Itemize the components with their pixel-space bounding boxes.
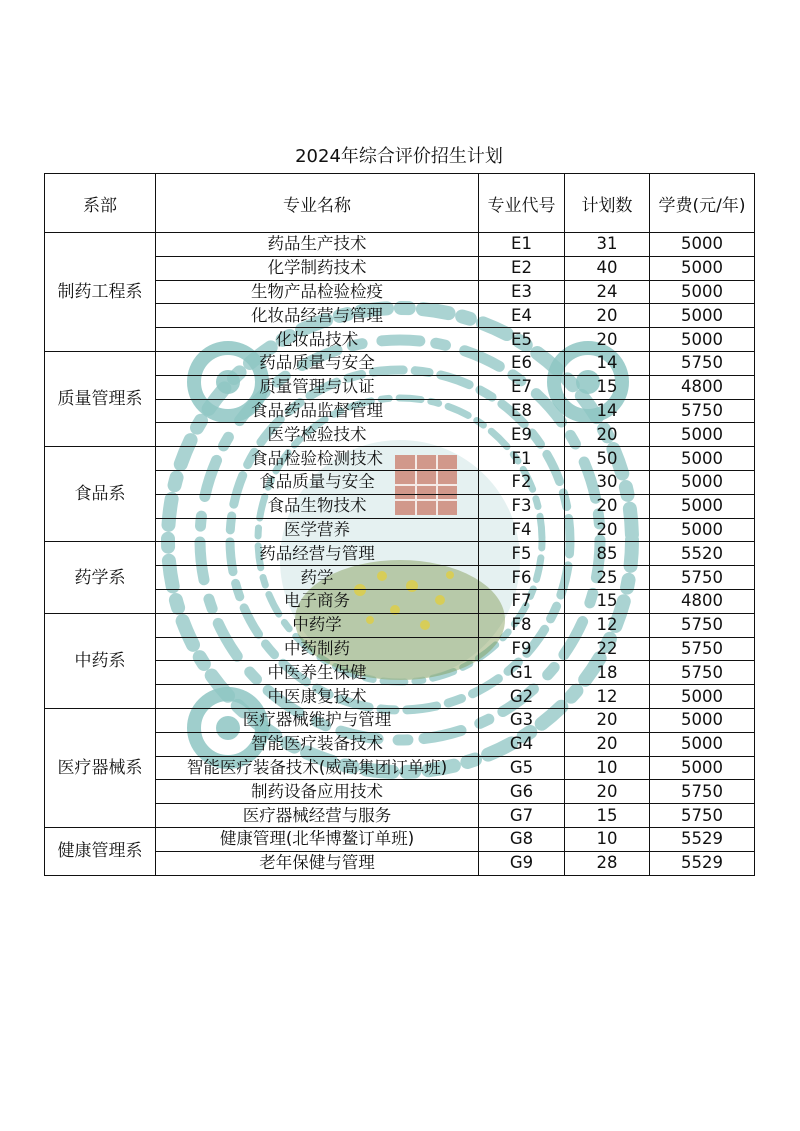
dept-cell: 食品系 <box>45 447 156 542</box>
major-code-cell: G4 <box>479 732 565 756</box>
major-name-cell: 智能医疗装备技术(威高集团订单班) <box>156 756 479 780</box>
major-name-cell: 中医养生保健 <box>156 661 479 685</box>
plan-count-cell: 22 <box>565 637 650 661</box>
tuition-cell: 5000 <box>650 470 755 494</box>
major-name-cell: 化学制药技术 <box>156 256 479 280</box>
major-code-cell: F5 <box>479 542 565 566</box>
tuition-cell: 5000 <box>650 423 755 447</box>
dept-cell: 中药系 <box>45 613 156 708</box>
tuition-cell: 5000 <box>650 494 755 518</box>
table-row <box>45 351 755 375</box>
table-header-row <box>45 174 755 233</box>
major-code-cell: G8 <box>479 827 565 851</box>
plan-count-cell: 31 <box>565 233 650 257</box>
major-name-cell: 中药学 <box>156 613 479 637</box>
major-code-cell: G3 <box>479 708 565 732</box>
major-name-cell: 食品检验检测技术 <box>156 447 479 471</box>
plan-count-cell: 85 <box>565 542 650 566</box>
major-name-cell: 化妆品经营与管理 <box>156 304 479 328</box>
plan-count-cell: 40 <box>565 256 650 280</box>
tuition-cell: 5000 <box>650 256 755 280</box>
tuition-cell: 5529 <box>650 851 755 875</box>
table-body <box>45 233 755 876</box>
tuition-cell: 5000 <box>650 732 755 756</box>
plan-count-cell: 20 <box>565 494 650 518</box>
tuition-cell: 4800 <box>650 375 755 399</box>
plan-count-cell: 20 <box>565 780 650 804</box>
plan-count-cell: 10 <box>565 756 650 780</box>
table-row <box>45 827 755 851</box>
major-name-cell: 电子商务 <box>156 589 479 613</box>
major-name-cell: 药学 <box>156 566 479 590</box>
major-name-cell: 质量管理与认证 <box>156 375 479 399</box>
table-row <box>45 708 755 732</box>
plan-count-cell: 20 <box>565 518 650 542</box>
major-code-cell: G1 <box>479 661 565 685</box>
tuition-cell: 4800 <box>650 589 755 613</box>
major-code-cell: E4 <box>479 304 565 328</box>
plan-count-cell: 20 <box>565 423 650 447</box>
enrollment-plan-table <box>44 173 755 876</box>
tuition-cell: 5000 <box>650 708 755 732</box>
plan-count-cell: 15 <box>565 589 650 613</box>
major-code-cell: E9 <box>479 423 565 447</box>
major-name-cell: 老年保健与管理 <box>156 851 479 875</box>
major-name-cell: 药品生产技术 <box>156 233 479 257</box>
tuition-cell: 5750 <box>650 399 755 423</box>
plan-count-cell: 14 <box>565 399 650 423</box>
tuition-cell: 5750 <box>650 351 755 375</box>
major-code-cell: G7 <box>479 804 565 828</box>
major-code-cell: F2 <box>479 470 565 494</box>
major-name-cell: 医学检验技术 <box>156 423 479 447</box>
major-code-cell: E1 <box>479 233 565 257</box>
dept-cell: 药学系 <box>45 542 156 613</box>
table-row <box>45 613 755 637</box>
major-name-cell: 化妆品技术 <box>156 328 479 352</box>
dept-cell: 质量管理系 <box>45 351 156 446</box>
major-code-cell: F6 <box>479 566 565 590</box>
tuition-cell: 5529 <box>650 827 755 851</box>
plan-count-cell: 12 <box>565 685 650 709</box>
tuition-cell: 5750 <box>650 780 755 804</box>
page-title: 2024年综合评价招生计划 <box>295 146 503 167</box>
major-code-cell: F8 <box>479 613 565 637</box>
major-name-cell: 制药设备应用技术 <box>156 780 479 804</box>
plan-count-cell: 20 <box>565 732 650 756</box>
plan-count-cell: 18 <box>565 661 650 685</box>
tuition-cell: 5000 <box>650 328 755 352</box>
tuition-cell: 5750 <box>650 804 755 828</box>
tuition-cell: 5000 <box>650 233 755 257</box>
tuition-cell: 5000 <box>650 756 755 780</box>
tuition-cell: 5000 <box>650 304 755 328</box>
header-major-code: 专业代号 <box>479 174 565 233</box>
major-name-cell: 医疗器械经营与服务 <box>156 804 479 828</box>
major-code-cell: E7 <box>479 375 565 399</box>
major-name-cell: 中医康复技术 <box>156 685 479 709</box>
tuition-cell: 5750 <box>650 637 755 661</box>
tuition-cell: 5000 <box>650 518 755 542</box>
major-name-cell: 医学营养 <box>156 518 479 542</box>
major-name-cell: 中药制药 <box>156 637 479 661</box>
plan-count-cell: 30 <box>565 470 650 494</box>
plan-count-cell: 12 <box>565 613 650 637</box>
plan-count-cell: 15 <box>565 375 650 399</box>
plan-count-cell: 24 <box>565 280 650 304</box>
plan-count-cell: 20 <box>565 328 650 352</box>
major-name-cell: 医疗器械维护与管理 <box>156 708 479 732</box>
plan-count-cell: 15 <box>565 804 650 828</box>
tuition-cell: 5520 <box>650 542 755 566</box>
major-code-cell: E3 <box>479 280 565 304</box>
plan-count-cell: 20 <box>565 304 650 328</box>
major-name-cell: 智能医疗装备技术 <box>156 732 479 756</box>
dept-cell: 制药工程系 <box>45 233 156 352</box>
tuition-cell: 5000 <box>650 280 755 304</box>
table-row <box>45 542 755 566</box>
table-row <box>45 233 755 257</box>
major-name-cell: 食品药品监督管理 <box>156 399 479 423</box>
plan-count-cell: 14 <box>565 351 650 375</box>
major-name-cell: 药品经营与管理 <box>156 542 479 566</box>
tuition-cell: 5000 <box>650 447 755 471</box>
major-name-cell: 药品质量与安全 <box>156 351 479 375</box>
tuition-cell: 5000 <box>650 685 755 709</box>
table-row <box>45 447 755 471</box>
dept-cell: 医疗器械系 <box>45 708 156 827</box>
major-code-cell: G9 <box>479 851 565 875</box>
header-major-name: 专业名称 <box>156 174 479 233</box>
major-name-cell: 食品生物技术 <box>156 494 479 518</box>
header-tuition: 学费(元/年) <box>650 174 755 233</box>
major-code-cell: E8 <box>479 399 565 423</box>
tuition-cell: 5750 <box>650 566 755 590</box>
major-code-cell: F3 <box>479 494 565 518</box>
major-name-cell: 健康管理(北华博鳌订单班) <box>156 827 479 851</box>
plan-count-cell: 20 <box>565 708 650 732</box>
dept-cell: 健康管理系 <box>45 827 156 875</box>
plan-count-cell: 28 <box>565 851 650 875</box>
major-code-cell: G2 <box>479 685 565 709</box>
major-name-cell: 生物产品检验检疫 <box>156 280 479 304</box>
major-code-cell: F4 <box>479 518 565 542</box>
major-code-cell: F7 <box>479 589 565 613</box>
header-plan-count: 计划数 <box>565 174 650 233</box>
major-code-cell: F1 <box>479 447 565 471</box>
tuition-cell: 5750 <box>650 613 755 637</box>
header-dept: 系部 <box>45 174 156 233</box>
major-code-cell: E2 <box>479 256 565 280</box>
tuition-cell: 5750 <box>650 661 755 685</box>
major-code-cell: F9 <box>479 637 565 661</box>
major-name-cell: 食品质量与安全 <box>156 470 479 494</box>
plan-count-cell: 10 <box>565 827 650 851</box>
major-code-cell: E6 <box>479 351 565 375</box>
plan-count-cell: 50 <box>565 447 650 471</box>
major-code-cell: G6 <box>479 780 565 804</box>
plan-count-cell: 25 <box>565 566 650 590</box>
major-code-cell: G5 <box>479 756 565 780</box>
major-code-cell: E5 <box>479 328 565 352</box>
